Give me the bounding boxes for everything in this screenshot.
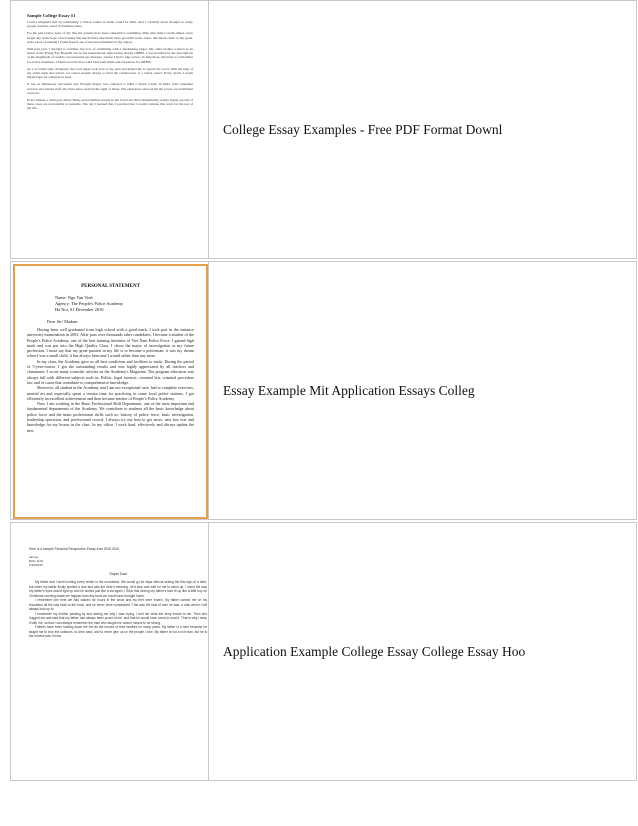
result-caption-cell[interactable]	[209, 0, 637, 259]
result-thumbnail-cell[interactable]	[10, 522, 209, 781]
thumbnail-meta-line: 2/19/2015	[29, 563, 43, 567]
thumbnail-paragraph: I never imagined that by nominating a Vision Center in India would be built. And I certainly never thought so many people could be cured of blindness there.	[27, 20, 193, 29]
thumbnail-paragraph: As a two-time state champion, the local paper took note of my plan and helped me to spread the word. With the help of my swim team and school, we raised enough money to fund the construction of a vision center. Every stroke I swam meant hope for someone in need.	[27, 66, 193, 80]
thumbnail-meta-line: Name: Ngo Van Vinh	[55, 295, 93, 300]
essay-thumbnail[interactable]	[13, 264, 208, 519]
result-row	[10, 0, 637, 259]
thumbnail-paragraph: It was an immensely successful day. Enough money was collected to build a Vision Center in India, with outpatient services and trained staff who have since restored the sight of many. The experience showed me the power one individual can have.	[27, 82, 193, 95]
result-caption-link[interactable]: Essay Example Mit Application Essays Colleg	[223, 382, 475, 398]
essay-thumbnail[interactable]	[21, 529, 209, 781]
thumbnail-paragraph: My father and I went hunting every winter in the mountains. We would go for days without seeing the first sign of a deer, but when my father finally spotted a doe and saw the deer's meaning, he'd stop and wait for me to catch up. I loved the way my father's eyes would light up and he smiled just like a kid again. I think that seeing my father's face lit up like a little boy on Christmas morning made me happier than any buck we could have brought home.	[29, 580, 207, 598]
result-thumbnail-cell[interactable]	[10, 0, 209, 259]
results-grid	[10, 0, 637, 781]
result-caption-cell[interactable]	[209, 261, 637, 520]
thumbnail-heading: Super Dad	[109, 572, 127, 576]
essay-thumbnail[interactable]	[21, 7, 199, 253]
thumbnail-paragraph: I remember my mother passing by and asking me why I was crying. I told her what the story meant to me. Then she hugged me and said that my father had always been proud of me, and that he would have loved to read it. That is why I keep it with me, so that I can always remember the man who taught me what it means to be strong.	[29, 611, 207, 625]
thumbnail-meta-line: Ha Noi, 01 December 2010	[55, 307, 104, 312]
result-row	[10, 522, 637, 781]
thumbnail-paragraph: Fathers have been holding down the fort as the heroes of their families for many years. My father is a hero because he taught me to love the outdoors, to work hard, and to never give up on the people I love. My father is not a rich man, but he is the richest man I know.	[29, 625, 207, 638]
thumbnail-paragraph: For the past twelve years of my life, my parents have been competitive swimming. Mile after mile I swam almost every single day in the hope of becoming that much faster, that much more powerful in the water, that much closer to my goals. After years of training I found myself one of the best swimmers in my region.	[27, 31, 193, 44]
thumbnail-salutation: Dear Sir/ Madam	[47, 319, 78, 324]
result-thumbnail-cell[interactable]	[10, 261, 209, 520]
thumbnail-paragraph: In my class, the Academy gave us all best conditions and facilities to study. During the period of 5-year-course, I got the outstanding results and was highly appreciated by all teachers and classmates. I wrote many scientific articles on the Academy's Magazine. The program education was always full with different subjects such as: Politic, legal forensic, criminal law, criminal procedure law and of cause that contribute to comprehensive knowledge.	[27, 358, 194, 385]
result-row	[10, 261, 637, 520]
result-caption-cell[interactable]	[209, 522, 637, 781]
thumbnail-meta-line: Jamee	[29, 555, 39, 559]
thumbnail-title: Sample College Essay #1	[27, 13, 76, 18]
result-caption-link[interactable]: College Essay Examples - Free PDF Format Downl	[223, 121, 503, 137]
thumbnail-paragraph: Now, I am working in the Basic Professional Skill Department, one of the most important and fundamental departments of the Academy. We contribute to students all the basic knowledge about police force and the main professional skills such as: history of police force, basic investigation, leadership operation, and professional record. I always try my best to get news, new law text and knowledge for my lesson in the class. In my office, I work hard, effectively and always update the new	[27, 401, 194, 433]
thumbnail-heading: PERSONAL STATEMENT	[81, 284, 140, 289]
thumbnail-meta-line: ENG 1101	[29, 559, 44, 563]
thumbnail-paragraph: I remember one time we had walked for hours in the snow and my feet were frozen. My father carried me on his shoulders all the way back to the truck, and he never once complained. That was the kind of man he was, a man whom I will always look up to.	[29, 598, 207, 611]
thumbnail-paragraph: Every minute a child goes blind. Thirty-seven million people in the world are blind. Remarkably, nearly eighty percent of these cases are preventable or treatable. The day I learned that, I resolved that I would continue this work for the rest of my life.	[27, 98, 193, 111]
result-caption-link[interactable]: Application Example College Essay College Essay Hoo	[223, 643, 526, 659]
thumbnail-paragraph: Moreover, all student in the Academy and I am not exceptional case, had to complete exercises, martial art and especially spent a certain time for practicing in some local police stations. I got efficiently an excellent achievement and then became teacher of People's Police Academy.	[27, 385, 194, 401]
thumbnail-meta-line: Agency: The People's Police Academy	[55, 301, 124, 306]
thumbnail-intro: Here is a sample Personal Perspective Essay from ENG 0001	[29, 547, 120, 551]
thumbnail-paragraph: This past year, I decided to combine my love of swimming with a fundraising target. My older brother worked as an intern in the Flying Eye Hospital run by the international sight-saving charity ORBIS. I was horrified by his descriptions of the magnitude of curable, but untreated eye diseases. I knew I had to take action. To help those who have to walk miles to receive treatment, I found an event that could raise both funds and awareness for ORBIS.	[27, 47, 193, 64]
thumbnail-paragraph: Having been well graduated from high school with a good mark, I took part in the entrance university examination in 2003. After pass over thousands other candidates, I became a student of the People's Police Academy, one of the best training institutes of Viet Nam Police Force. I gained high mark and was put into the High Quality Class. I chose the major of investigation as my future profession. I must say that my great passion in my life is to become a policeman; it was my dream when I was a small child, it has always been and I would rather than any more.	[27, 327, 194, 359]
